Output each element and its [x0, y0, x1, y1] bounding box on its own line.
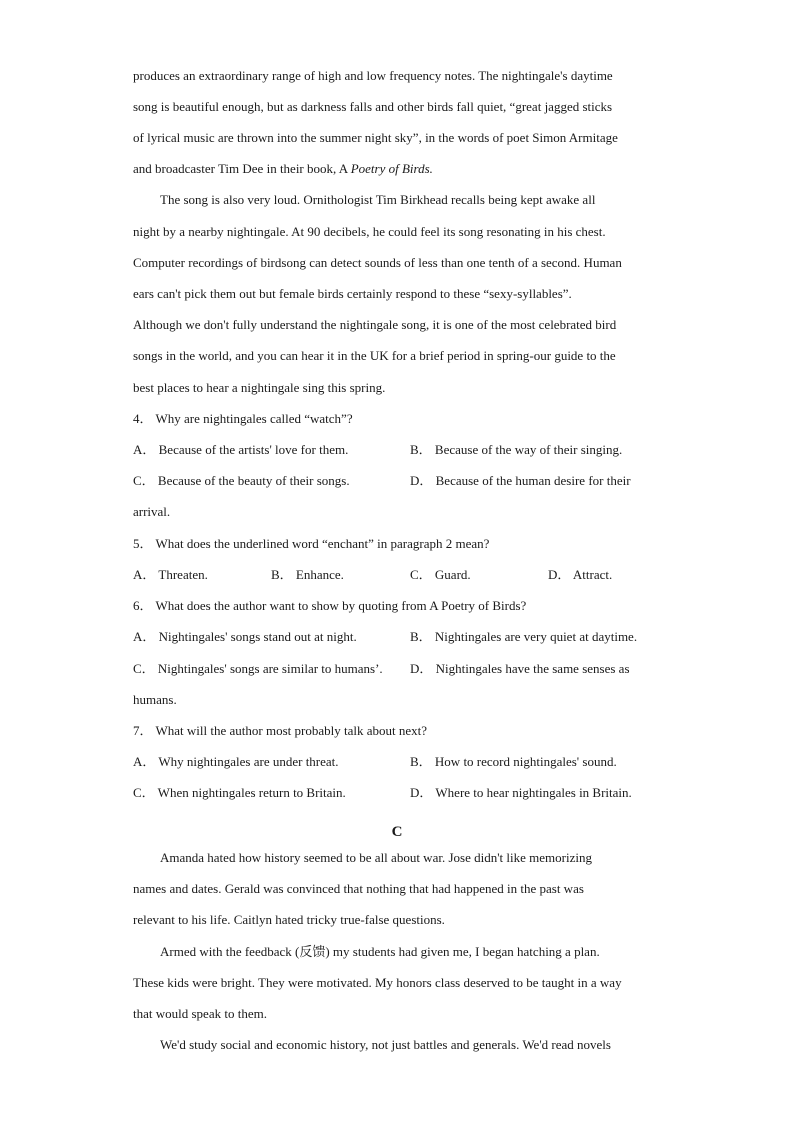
question-7-option-a: A． Why nightingales are under threat. — [133, 754, 339, 769]
question-6-option-c: C． Nightingales' songs are similar to humans’. — [133, 661, 383, 676]
passage-b-p2-line-1: The song is also very loud. Ornithologist Tim Birkhead recalls being kept awake all — [160, 192, 596, 207]
passage-b-p2-line-5: Although we don't fully understand the nightingale song, it is one of the most celebrated bird — [133, 317, 617, 332]
question-7-stem: 7． What will the author most probably talk about next? — [133, 723, 428, 738]
passage-c-p1-line-1: Amanda hated how history seemed to be all about war. Jose didn't like memorizing — [160, 850, 592, 865]
passage-b-p2-line-4: ears can't pick them out but female birds certainly respond to these “sexy-syllables”. — [133, 286, 572, 301]
passage-b-p2-line-7: best places to hear a nightingale sing this spring. — [133, 380, 386, 395]
passage-b-p1-line-2: song is beautiful enough, but as darkness falls and other birds fall quiet, “great jagged sticks — [133, 99, 613, 114]
question-7-option-b: B． How to record nightingales' sound. — [410, 754, 617, 769]
question-7-option-c: C． When nightingales return to Britain. — [133, 785, 346, 800]
question-4-option-a: A． Because of the artists' love for them. — [133, 442, 349, 457]
question-6-option-a: A． Nightingales' songs stand out at night. — [133, 629, 357, 644]
passage-b-p2-line-6: songs in the world, and you can hear it in the UK for a brief period in spring-our guide to the — [133, 348, 616, 363]
question-4-stem: 4． Why are nightingales called “watch”? — [133, 411, 353, 426]
book-title: Poetry of Birds. — [350, 161, 433, 176]
question-7-option-d: D． Where to hear nightingales in Britain. — [410, 785, 632, 800]
question-6-stem: 6． What does the author want to show by quoting from A Poetry of Birds? — [133, 598, 527, 613]
question-5-option-c: C． Guard. — [410, 567, 471, 582]
book-credit-text: and broadcaster Tim Dee in their book, A — [133, 161, 351, 176]
passage-b-p1-line-4 — [133, 161, 433, 177]
passage-c-p1-line-2: names and dates. Gerald was convinced that nothing that had happened in the past was — [133, 881, 584, 896]
passage-b-p2-line-3: Computer recordings of birdsong can detect sounds of less than one tenth of a second. Human — [133, 255, 622, 270]
question-4-option-b: B． Because of the way of their singing. — [410, 442, 623, 457]
passage-c-p2-line-1: Armed with the feedback (反馈) my students had given me, I began hatching a plan. — [160, 944, 600, 959]
question-4-option-d: D． Because of the human desire for their — [410, 473, 631, 488]
passage-c-p2-line-3: that would speak to them. — [133, 1006, 267, 1021]
question-5-stem: 5． What does the underlined word “enchant” in paragraph 2 mean? — [133, 536, 490, 551]
question-6-option-d-continued: humans. — [133, 692, 177, 707]
question-5-option-a: A． Threaten. — [133, 567, 208, 582]
question-4-option-d-continued: arrival. — [133, 504, 171, 519]
question-6-option-b: B． Nightingales are very quiet at daytime. — [410, 629, 638, 644]
question-5-option-d: D． Attract. — [548, 567, 613, 582]
question-4-option-c: C． Because of the beauty of their songs. — [133, 473, 350, 488]
question-6-option-d: D． Nightingales have the same senses as — [410, 661, 630, 676]
passage-b-p2-line-2: night by a nearby nightingale. At 90 decibels, he could feel its song resonating in his chest. — [133, 224, 606, 239]
passage-b-p1-line-1: produces an extraordinary range of high and low frequency notes. The nightingale's daytime — [133, 68, 613, 83]
question-5-option-b: B． Enhance. — [271, 567, 344, 582]
passage-b-p1-line-3: of lyrical music are thrown into the summer night sky”, in the words of poet Simon Armitage — [133, 130, 618, 145]
passage-c-heading: C — [391, 824, 403, 840]
passage-c-p1-line-3: relevant to his life. Caitlyn hated tricky true-false questions. — [133, 912, 445, 927]
passage-c-p2-line-2: These kids were bright. They were motivated. My honors class deserved to be taught in a way — [133, 975, 622, 990]
passage-c-p3-line-1: We'd study social and economic history, not just battles and generals. We'd read novels — [160, 1037, 611, 1052]
